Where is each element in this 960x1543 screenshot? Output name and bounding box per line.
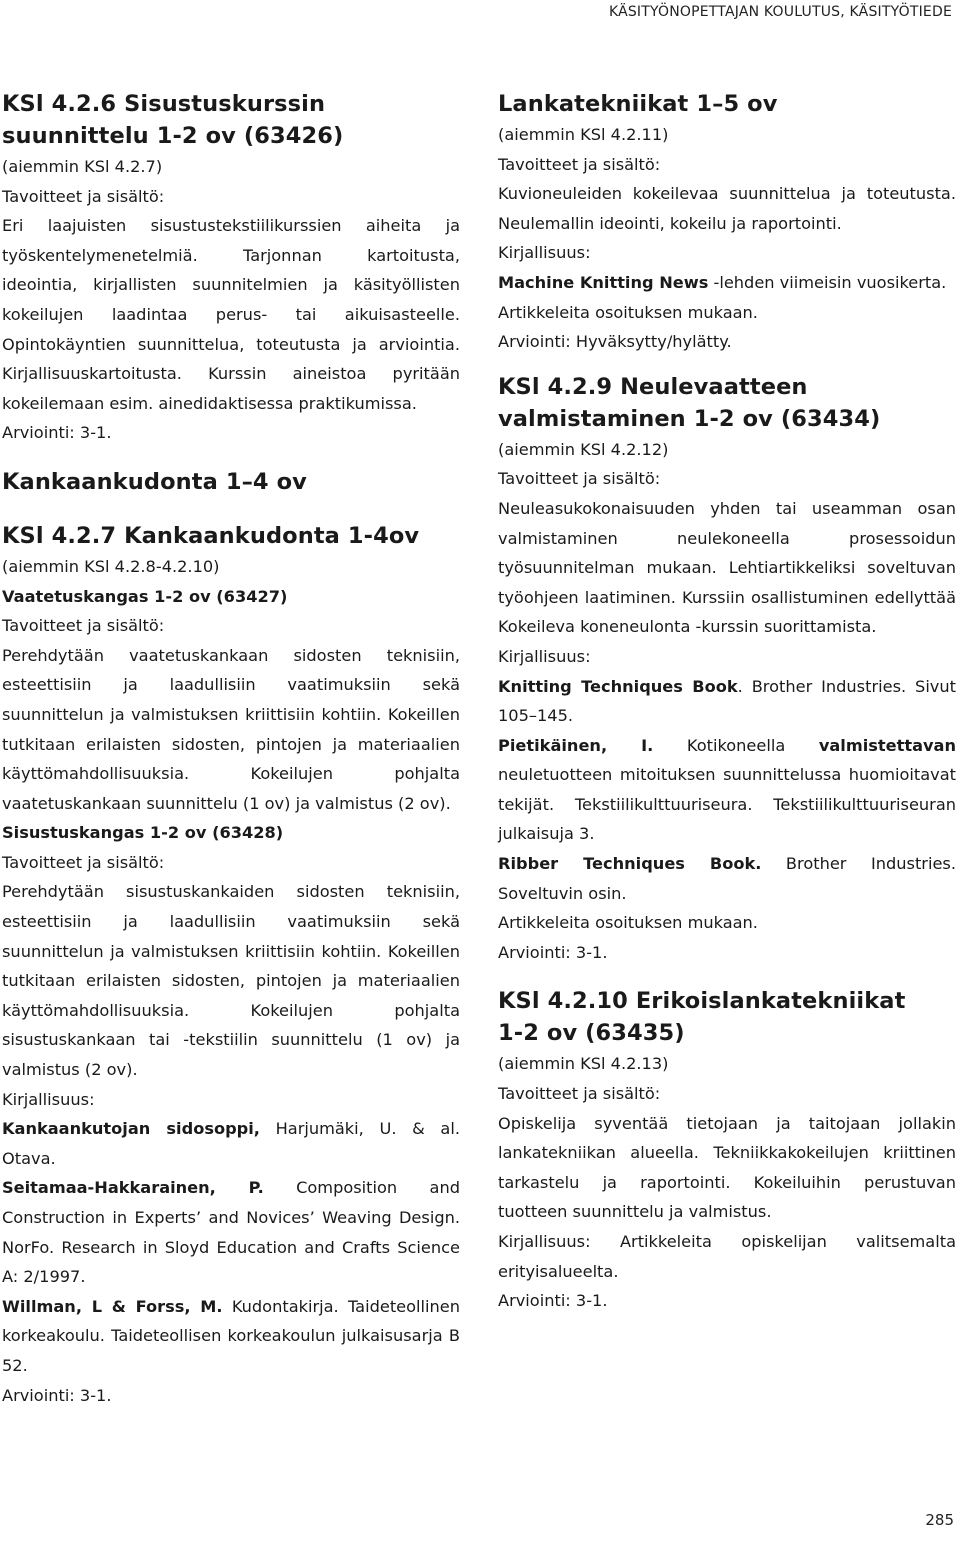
course-title: KSl 4.2.7 Kankaankudonta 1-4ov xyxy=(2,522,420,549)
course-formerly: (aiemmin KSl 4.2.13) xyxy=(498,1054,669,1074)
literature-label: Kirjallisuus: xyxy=(498,243,591,263)
course-formerly: (aiemmin KSl 4.2.7) xyxy=(2,157,163,176)
articles-note: Artikkeleita osoituksen mukaan. xyxy=(498,302,758,322)
assessment: Arviointi: 3-1. xyxy=(2,1385,112,1405)
assessment: Arviointi: 3-1. xyxy=(498,1291,608,1311)
reference-item: Pietikäinen, I. Kotikoneella valmistettavan neuletuotteen mitoituksen suunnittelussa huomioitavat tekijät. Tekstiilikulttuuriseura. Tekstiilikulttuuriseuran julkaisuja 3. xyxy=(498,735,957,844)
goals-label: Tavoitteet ja sisältö: xyxy=(2,616,165,636)
reference-item: Machine Knitting News -lehden viimeisin vuosikerta. xyxy=(498,272,947,292)
course-description: Eri laajuisten sisustustekstiilikurssien aiheita ja työskentelymenetelmiä. Tarjonnan kartoitusta, ideointia, kirjallisten suunnitelmien ja käsityöllisten kokeilujen laadintaa perus- tai aikuisasteelle. Opintokäyntien suunnittelua, toteutusta ja arviointia. Kirjallisuuskartoitusta. Kurssin aineistoa pyritään kokeilemaan esim. ainedidaktisessa praktikumissa. xyxy=(2,216,460,413)
reference-title: Ribber Techniques Book. xyxy=(498,854,762,874)
course-title: KSl 4.2.10 Erikoislankatekniikat 1-2 ov (63435) xyxy=(498,988,906,1047)
course-title: KSl 4.2.6 Sisustuskurssin suunnittelu 1-2 ov (63426) xyxy=(2,91,344,149)
reference-item: Knitting Techniques Book. Brother Industries. Sivut 105–145. xyxy=(498,676,956,726)
reference-item: Ribber Techniques Book. Brother Industries. Soveltuvin osin. xyxy=(498,854,956,903)
articles-note: Artikkeleita osoituksen mukaan. xyxy=(498,913,758,933)
left-column xyxy=(2,88,460,1410)
running-header: KÄSITYÖNOPETTAJAN KOULUTUS, KÄSITYÖTIEDE xyxy=(608,4,952,20)
reference-item: Kankaankutojan sidosoppi, Harjumäki, U. & al. Otava. xyxy=(2,1119,460,1168)
goals-label: Tavoitteet ja sisältö: xyxy=(2,852,165,872)
course-description: Opiskelija syventää tietojaan ja taitojaan jollakin lankatekniikan alueella. Tekniikkakokeilujen kriittinen tarkastelu ja raportointi. Kokeiluihin perustuvan tuotteen suunnittelu ja valmistus. xyxy=(498,1113,956,1222)
course-ksl-4-2-6 xyxy=(2,88,460,448)
course-formerly: (aiemmin KSl 4.2.8-4.2.10) xyxy=(2,556,220,576)
literature-label: Kirjallisuus: xyxy=(2,1089,95,1109)
section-title-kankaankudonta: Kankaankudonta 1–4 ov xyxy=(2,468,307,495)
subcourse-title-sisustuskangas: Sisustuskangas 1-2 ov (63428) xyxy=(2,823,284,843)
right-column xyxy=(498,88,956,1316)
course-formerly: (aiemmin KSl 4.2.12) xyxy=(498,439,669,459)
course-description: Kuvioneuleiden kokeilevaa suunnittelua ja toteutusta. Neulemallin ideointi, kokeilu ja raportointi. xyxy=(498,184,956,233)
reference-title: Knitting Techniques Book xyxy=(498,676,738,696)
reference-title: Machine Knitting News xyxy=(498,272,709,292)
assessment: Arviointi: Hyväksytty/hylätty. xyxy=(498,332,732,352)
literature-label: Kirjallisuus: xyxy=(498,646,591,666)
subcourse-title-vaatetuskangas: Vaatetuskangas 1-2 ov (63427) xyxy=(2,586,288,606)
course-title: KSl 4.2.9 Neulevaatteen valmistaminen 1-2 ov (63434) xyxy=(498,373,881,432)
subcourse-description: Perehdytään sisustuskankaiden sidosten teknisiin, esteettisiin ja laadullisiin vaatimuksiin sekä suunnittelun ja valmistuksen kriittisiin kohtiin. Kokeillen tutkitaan erilaisten sidosten, pintojen ja materiaalien käyttömahdollisuuksia. Kokeilujen pohjalta sisustuskankaan tai -tekstiilin suunnittelu (1 ov) ja valmistus (2 ov). xyxy=(2,882,460,1080)
assessment: Arviointi: 3-1. xyxy=(498,942,608,962)
reference-author: Seitamaa-Hakkarainen, P. xyxy=(2,1178,264,1198)
course-description: Neuleasukokonaisuuden yhden tai useamman osan valmistaminen neulekoneella prosessoidun työsuunnitelman mukaan. Lehtiartikkeliksi soveltuvan työohjeen laatiminen. Kurssiin osallistuminen edellyttää Kokeileva koneneulonta -kurssin suorittamista. xyxy=(498,498,956,637)
goals-label: Tavoitteet ja sisältö: xyxy=(498,1084,661,1104)
goals-label: Tavoitteet ja sisältö: xyxy=(2,186,165,206)
course-formerly: (aiemmin KSl 4.2.11) xyxy=(498,125,669,144)
literature-note: Kirjallisuus: Artikkeleita opiskelijan valitsemalta erityisalueelta. xyxy=(498,1232,956,1281)
reference-author: Willman, L & Forss, M. xyxy=(2,1296,223,1316)
reference-item: Seitamaa-Hakkarainen, P. Composition and Construction in Experts’ and Novices’ Weaving Design. NorFo. Research in Sloyd Education and Crafts Science A: 2/1997. xyxy=(2,1178,460,1287)
page-number: 285 xyxy=(925,1511,954,1529)
course-ksl-4-2-10 xyxy=(498,985,956,1315)
subcourse-description: Perehdytään vaatetuskankaan sidosten teknisiin, esteettisiin ja laadullisiin vaatimuksiin sekä suunnittelun ja valmistuksen kriittisiin kohtiin. Kokeillen tutkitaan erilaisten sidosten, pintojen ja materiaalien käyttömahdollisuuksia. Kokeilujen pohjalta vaatetuskankaan suunnittelu (1 ov) ja valmistus (2 ov). xyxy=(2,645,460,813)
section-lankatekniikat xyxy=(498,88,956,357)
assessment: Arviointi: 3-1. xyxy=(2,423,112,443)
section-title-lankatekniikat: Lankatekniikat 1–5 ov xyxy=(498,91,778,117)
reference-title: Kankaankutojan sidosoppi, xyxy=(2,1119,260,1139)
reference-item: Willman, L & Forss, M. Kudontakirja. Taideteollinen korkeakoulu. Taideteollisen korkeakoulun julkaisusarja B 52. xyxy=(2,1296,460,1375)
goals-label: Tavoitteet ja sisältö: xyxy=(498,154,661,174)
reference-author: Pietikäinen, I. xyxy=(498,735,654,755)
goals-label: Tavoitteet ja sisältö: xyxy=(498,469,661,489)
course-ksl-4-2-7 xyxy=(2,520,460,1410)
course-ksl-4-2-9 xyxy=(498,371,956,968)
reference-emphasis: valmistettavan xyxy=(818,735,957,755)
